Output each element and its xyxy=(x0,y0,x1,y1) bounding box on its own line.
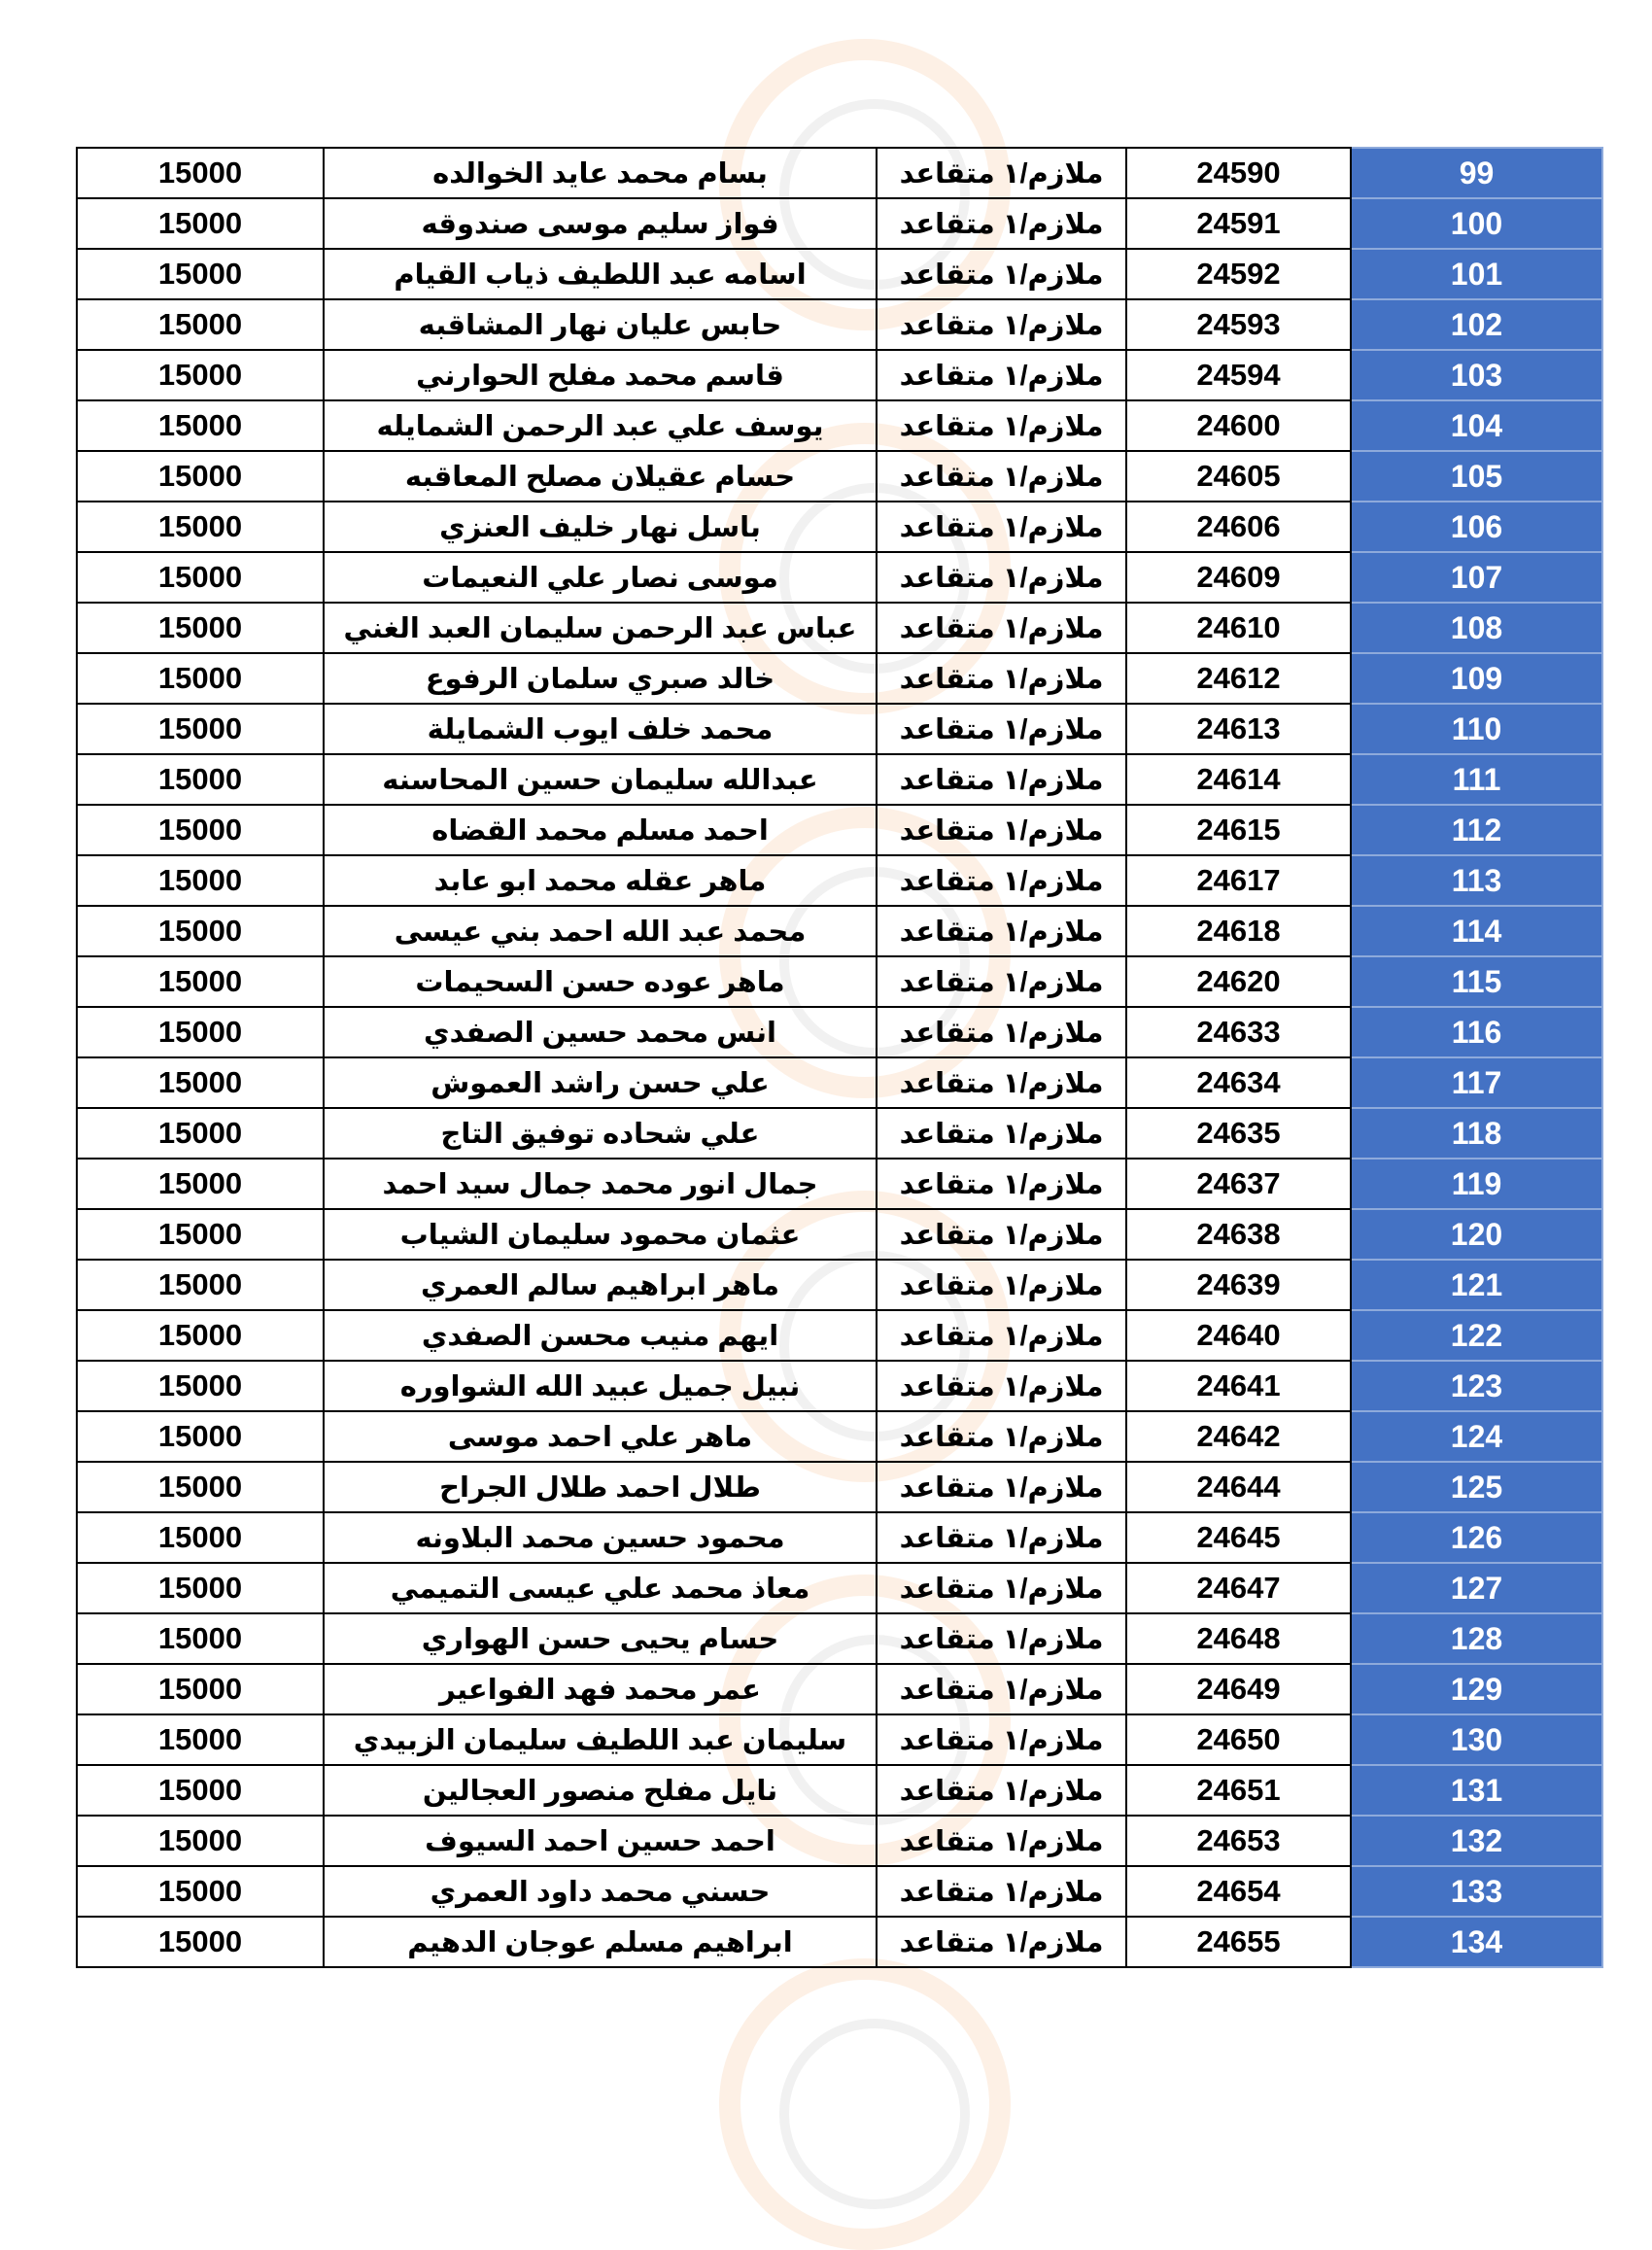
name-cell: معاذ محمد علي عيسى التميمي xyxy=(324,1563,877,1613)
amount-cell: 15000 xyxy=(77,603,324,653)
id-cell: 24653 xyxy=(1126,1816,1351,1866)
name-cell: احمد مسلم محمد القضاه xyxy=(324,805,877,855)
name-cell: يوسف علي عبد الرحمن الشمايله xyxy=(324,400,877,451)
amount-cell: 15000 xyxy=(77,502,324,552)
table-row xyxy=(77,1057,1602,1108)
amount-cell: 15000 xyxy=(77,1108,324,1159)
id-cell: 24605 xyxy=(1126,451,1351,502)
index-cell: 115 xyxy=(1351,956,1602,1007)
index-cell: 117 xyxy=(1351,1057,1602,1108)
name-cell: جمال انور محمد جمال سيد احمد xyxy=(324,1159,877,1209)
amount-cell: 15000 xyxy=(77,1563,324,1613)
index-cell: 106 xyxy=(1351,502,1602,552)
name-cell: ماهر عقله محمد ابو عابد xyxy=(324,855,877,906)
table-row xyxy=(77,1462,1602,1512)
table-row xyxy=(77,1613,1602,1664)
rank-cell: ملازم/١ متقاعد xyxy=(877,198,1126,249)
id-cell: 24613 xyxy=(1126,704,1351,754)
rank-cell: ملازم/١ متقاعد xyxy=(877,1159,1126,1209)
amount-cell: 15000 xyxy=(77,350,324,400)
name-cell: موسى نصار علي النعيمات xyxy=(324,552,877,603)
amount-cell: 15000 xyxy=(77,653,324,704)
rank-cell: ملازم/١ متقاعد xyxy=(877,1310,1126,1361)
rank-cell: ملازم/١ متقاعد xyxy=(877,704,1126,754)
index-cell: 100 xyxy=(1351,198,1602,249)
rank-cell: ملازم/١ متقاعد xyxy=(877,1664,1126,1714)
rank-cell: ملازم/١ متقاعد xyxy=(877,249,1126,299)
rank-cell: ملازم/١ متقاعد xyxy=(877,1866,1126,1917)
name-cell: احمد حسين احمد السيوف xyxy=(324,1816,877,1866)
table-row xyxy=(77,754,1602,805)
id-cell: 24651 xyxy=(1126,1765,1351,1816)
table-row xyxy=(77,1563,1602,1613)
name-cell: ماهر ابراهيم سالم العمري xyxy=(324,1260,877,1310)
index-cell: 102 xyxy=(1351,299,1602,350)
rank-cell: ملازم/١ متقاعد xyxy=(877,1411,1126,1462)
rank-cell: ملازم/١ متقاعد xyxy=(877,1007,1126,1057)
index-cell: 129 xyxy=(1351,1664,1602,1714)
id-cell: 24609 xyxy=(1126,552,1351,603)
name-cell: حابس عليان نهار المشاقبه xyxy=(324,299,877,350)
table-row xyxy=(77,1007,1602,1057)
name-cell: خالد صبري سلمان الرفوع xyxy=(324,653,877,704)
id-cell: 24600 xyxy=(1126,400,1351,451)
amount-cell: 15000 xyxy=(77,754,324,805)
name-cell: عباس عبد الرحمن سليمان العبد الغني xyxy=(324,603,877,653)
table-row xyxy=(77,1816,1602,1866)
name-cell: باسل نهار خليف العنزي xyxy=(324,502,877,552)
id-cell: 24649 xyxy=(1126,1664,1351,1714)
rank-cell: ملازم/١ متقاعد xyxy=(877,1917,1126,1967)
table-row xyxy=(77,249,1602,299)
table-row xyxy=(77,1108,1602,1159)
index-cell: 113 xyxy=(1351,855,1602,906)
id-cell: 24612 xyxy=(1126,653,1351,704)
amount-cell: 15000 xyxy=(77,1714,324,1765)
id-cell: 24591 xyxy=(1126,198,1351,249)
id-cell: 24642 xyxy=(1126,1411,1351,1462)
rank-cell: ملازم/١ متقاعد xyxy=(877,1057,1126,1108)
id-cell: 24606 xyxy=(1126,502,1351,552)
watermark-clock xyxy=(719,1958,1011,2250)
id-cell: 24645 xyxy=(1126,1512,1351,1563)
rank-cell: ملازم/١ متقاعد xyxy=(877,451,1126,502)
index-cell: 122 xyxy=(1351,1310,1602,1361)
table-row xyxy=(77,1310,1602,1361)
name-cell: نبيل جميل عبيد الله الشواوره xyxy=(324,1361,877,1411)
table-row xyxy=(77,1714,1602,1765)
name-cell: طلال احمد طلال الجراح xyxy=(324,1462,877,1512)
table-row xyxy=(77,1209,1602,1260)
id-cell: 24614 xyxy=(1126,754,1351,805)
table-row xyxy=(77,1411,1602,1462)
table-row xyxy=(77,1664,1602,1714)
table-row xyxy=(77,704,1602,754)
rank-cell: ملازم/١ متقاعد xyxy=(877,148,1126,198)
index-cell: 124 xyxy=(1351,1411,1602,1462)
index-cell: 130 xyxy=(1351,1714,1602,1765)
rank-cell: ملازم/١ متقاعد xyxy=(877,400,1126,451)
table-row xyxy=(77,855,1602,906)
rank-cell: ملازم/١ متقاعد xyxy=(877,1512,1126,1563)
name-cell: حسام يحيى حسن الهواري xyxy=(324,1613,877,1664)
name-cell: انس محمد حسين الصفدي xyxy=(324,1007,877,1057)
index-cell: 101 xyxy=(1351,249,1602,299)
name-cell: ماهر عوده حسن السحيمات xyxy=(324,956,877,1007)
table-row xyxy=(77,1260,1602,1310)
index-cell: 112 xyxy=(1351,805,1602,855)
index-cell: 99 xyxy=(1351,148,1602,198)
rank-cell: ملازم/١ متقاعد xyxy=(877,1765,1126,1816)
id-cell: 24618 xyxy=(1126,906,1351,956)
amount-cell: 15000 xyxy=(77,1411,324,1462)
name-cell: ماهر علي احمد موسى xyxy=(324,1411,877,1462)
amount-cell: 15000 xyxy=(77,299,324,350)
rank-cell: ملازم/١ متقاعد xyxy=(877,1260,1126,1310)
rank-cell: ملازم/١ متقاعد xyxy=(877,1563,1126,1613)
rank-cell: ملازم/١ متقاعد xyxy=(877,1209,1126,1260)
index-cell: 131 xyxy=(1351,1765,1602,1816)
retirees-table xyxy=(76,147,1603,1968)
amount-cell: 15000 xyxy=(77,1664,324,1714)
amount-cell: 15000 xyxy=(77,1007,324,1057)
amount-cell: 15000 xyxy=(77,1260,324,1310)
index-cell: 114 xyxy=(1351,906,1602,956)
amount-cell: 15000 xyxy=(77,1209,324,1260)
rank-cell: ملازم/١ متقاعد xyxy=(877,754,1126,805)
amount-cell: 15000 xyxy=(77,1361,324,1411)
index-cell: 126 xyxy=(1351,1512,1602,1563)
index-cell: 128 xyxy=(1351,1613,1602,1664)
amount-cell: 15000 xyxy=(77,198,324,249)
table-row xyxy=(77,299,1602,350)
table-row xyxy=(77,653,1602,704)
rank-cell: ملازم/١ متقاعد xyxy=(877,653,1126,704)
rank-cell: ملازم/١ متقاعد xyxy=(877,299,1126,350)
index-cell: 104 xyxy=(1351,400,1602,451)
name-cell: فواز سليم موسى صندوقه xyxy=(324,198,877,249)
id-cell: 24644 xyxy=(1126,1462,1351,1512)
amount-cell: 15000 xyxy=(77,1816,324,1866)
id-cell: 24641 xyxy=(1126,1361,1351,1411)
table-row xyxy=(77,603,1602,653)
index-cell: 120 xyxy=(1351,1209,1602,1260)
table-row xyxy=(77,1159,1602,1209)
id-cell: 24637 xyxy=(1126,1159,1351,1209)
rank-cell: ملازم/١ متقاعد xyxy=(877,552,1126,603)
rank-cell: ملازم/١ متقاعد xyxy=(877,1714,1126,1765)
id-cell: 24647 xyxy=(1126,1563,1351,1613)
id-cell: 24654 xyxy=(1126,1866,1351,1917)
amount-cell: 15000 xyxy=(77,1866,324,1917)
index-cell: 132 xyxy=(1351,1816,1602,1866)
name-cell: بسام محمد عايد الخوالده xyxy=(324,148,877,198)
rank-cell: ملازم/١ متقاعد xyxy=(877,603,1126,653)
rank-cell: ملازم/١ متقاعد xyxy=(877,855,1126,906)
index-cell: 110 xyxy=(1351,704,1602,754)
index-cell: 119 xyxy=(1351,1159,1602,1209)
index-cell: 107 xyxy=(1351,552,1602,603)
id-cell: 24640 xyxy=(1126,1310,1351,1361)
index-cell: 125 xyxy=(1351,1462,1602,1512)
amount-cell: 15000 xyxy=(77,451,324,502)
id-cell: 24615 xyxy=(1126,805,1351,855)
rank-cell: ملازم/١ متقاعد xyxy=(877,502,1126,552)
amount-cell: 15000 xyxy=(77,400,324,451)
table-row xyxy=(77,350,1602,400)
table-row xyxy=(77,1361,1602,1411)
table-row xyxy=(77,148,1602,198)
name-cell: حسام عقيلان مصلح المعاقبه xyxy=(324,451,877,502)
rank-cell: ملازم/١ متقاعد xyxy=(877,906,1126,956)
id-cell: 24650 xyxy=(1126,1714,1351,1765)
index-cell: 123 xyxy=(1351,1361,1602,1411)
name-cell: ابراهيم مسلم عوجان الدهيم xyxy=(324,1917,877,1967)
amount-cell: 15000 xyxy=(77,249,324,299)
name-cell: محمد عبد الله احمد بني عيسى xyxy=(324,906,877,956)
amount-cell: 15000 xyxy=(77,1765,324,1816)
rank-cell: ملازم/١ متقاعد xyxy=(877,1361,1126,1411)
table-row xyxy=(77,451,1602,502)
id-cell: 24639 xyxy=(1126,1260,1351,1310)
index-cell: 109 xyxy=(1351,653,1602,704)
table-row xyxy=(77,1765,1602,1816)
id-cell: 24634 xyxy=(1126,1057,1351,1108)
table-row xyxy=(77,400,1602,451)
name-cell: محمد خلف ايوب الشمايلة xyxy=(324,704,877,754)
name-cell: اسامه عبد اللطيف ذياب القيام xyxy=(324,249,877,299)
index-cell: 105 xyxy=(1351,451,1602,502)
name-cell: عثمان محمود سليمان الشياب xyxy=(324,1209,877,1260)
amount-cell: 15000 xyxy=(77,1917,324,1967)
id-cell: 24655 xyxy=(1126,1917,1351,1967)
table-row xyxy=(77,805,1602,855)
amount-cell: 15000 xyxy=(77,1613,324,1664)
index-cell: 133 xyxy=(1351,1866,1602,1917)
id-cell: 24620 xyxy=(1126,956,1351,1007)
name-cell: نايل مفلح منصور العجالين xyxy=(324,1765,877,1816)
amount-cell: 15000 xyxy=(77,704,324,754)
amount-cell: 15000 xyxy=(77,148,324,198)
rank-cell: ملازم/١ متقاعد xyxy=(877,1108,1126,1159)
rank-cell: ملازم/١ متقاعد xyxy=(877,1613,1126,1664)
name-cell: عمر محمد فهد الفواعير xyxy=(324,1664,877,1714)
index-cell: 118 xyxy=(1351,1108,1602,1159)
index-cell: 127 xyxy=(1351,1563,1602,1613)
id-cell: 24593 xyxy=(1126,299,1351,350)
index-cell: 134 xyxy=(1351,1917,1602,1967)
amount-cell: 15000 xyxy=(77,552,324,603)
id-cell: 24610 xyxy=(1126,603,1351,653)
rank-cell: ملازم/١ متقاعد xyxy=(877,805,1126,855)
name-cell: علي حسن راشد العموش xyxy=(324,1057,877,1108)
table-row xyxy=(77,1917,1602,1967)
amount-cell: 15000 xyxy=(77,1310,324,1361)
id-cell: 24590 xyxy=(1126,148,1351,198)
table-row xyxy=(77,956,1602,1007)
amount-cell: 15000 xyxy=(77,855,324,906)
name-cell: ايهم منيب محسن الصفدي xyxy=(324,1310,877,1361)
index-cell: 111 xyxy=(1351,754,1602,805)
name-cell: محمود حسين محمد البلاونه xyxy=(324,1512,877,1563)
rank-cell: ملازم/١ متقاعد xyxy=(877,1462,1126,1512)
table-row xyxy=(77,1512,1602,1563)
name-cell: عبدالله سليمان حسين المحاسنه xyxy=(324,754,877,805)
amount-cell: 15000 xyxy=(77,1462,324,1512)
id-cell: 24594 xyxy=(1126,350,1351,400)
id-cell: 24617 xyxy=(1126,855,1351,906)
amount-cell: 15000 xyxy=(77,1159,324,1209)
index-cell: 116 xyxy=(1351,1007,1602,1057)
id-cell: 24648 xyxy=(1126,1613,1351,1664)
amount-cell: 15000 xyxy=(77,956,324,1007)
index-cell: 108 xyxy=(1351,603,1602,653)
id-cell: 24592 xyxy=(1126,249,1351,299)
rank-cell: ملازم/١ متقاعد xyxy=(877,350,1126,400)
id-cell: 24635 xyxy=(1126,1108,1351,1159)
index-cell: 121 xyxy=(1351,1260,1602,1310)
index-cell: 103 xyxy=(1351,350,1602,400)
table-row xyxy=(77,198,1602,249)
name-cell: حسني محمد داود العمري xyxy=(324,1866,877,1917)
id-cell: 24638 xyxy=(1126,1209,1351,1260)
amount-cell: 15000 xyxy=(77,1512,324,1563)
name-cell: سليمان عبد اللطيف سليمان الزبيدي xyxy=(324,1714,877,1765)
id-cell: 24633 xyxy=(1126,1007,1351,1057)
amount-cell: 15000 xyxy=(77,906,324,956)
rank-cell: ملازم/١ متقاعد xyxy=(877,956,1126,1007)
amount-cell: 15000 xyxy=(77,805,324,855)
table-body xyxy=(77,148,1602,1967)
name-cell: قاسم محمد مفلح الحوارني xyxy=(324,350,877,400)
table-row xyxy=(77,1866,1602,1917)
table-row xyxy=(77,552,1602,603)
table-row xyxy=(77,502,1602,552)
rank-cell: ملازم/١ متقاعد xyxy=(877,1816,1126,1866)
name-cell: علي شحاده توفيق التاج xyxy=(324,1108,877,1159)
amount-cell: 15000 xyxy=(77,1057,324,1108)
table-row xyxy=(77,906,1602,956)
